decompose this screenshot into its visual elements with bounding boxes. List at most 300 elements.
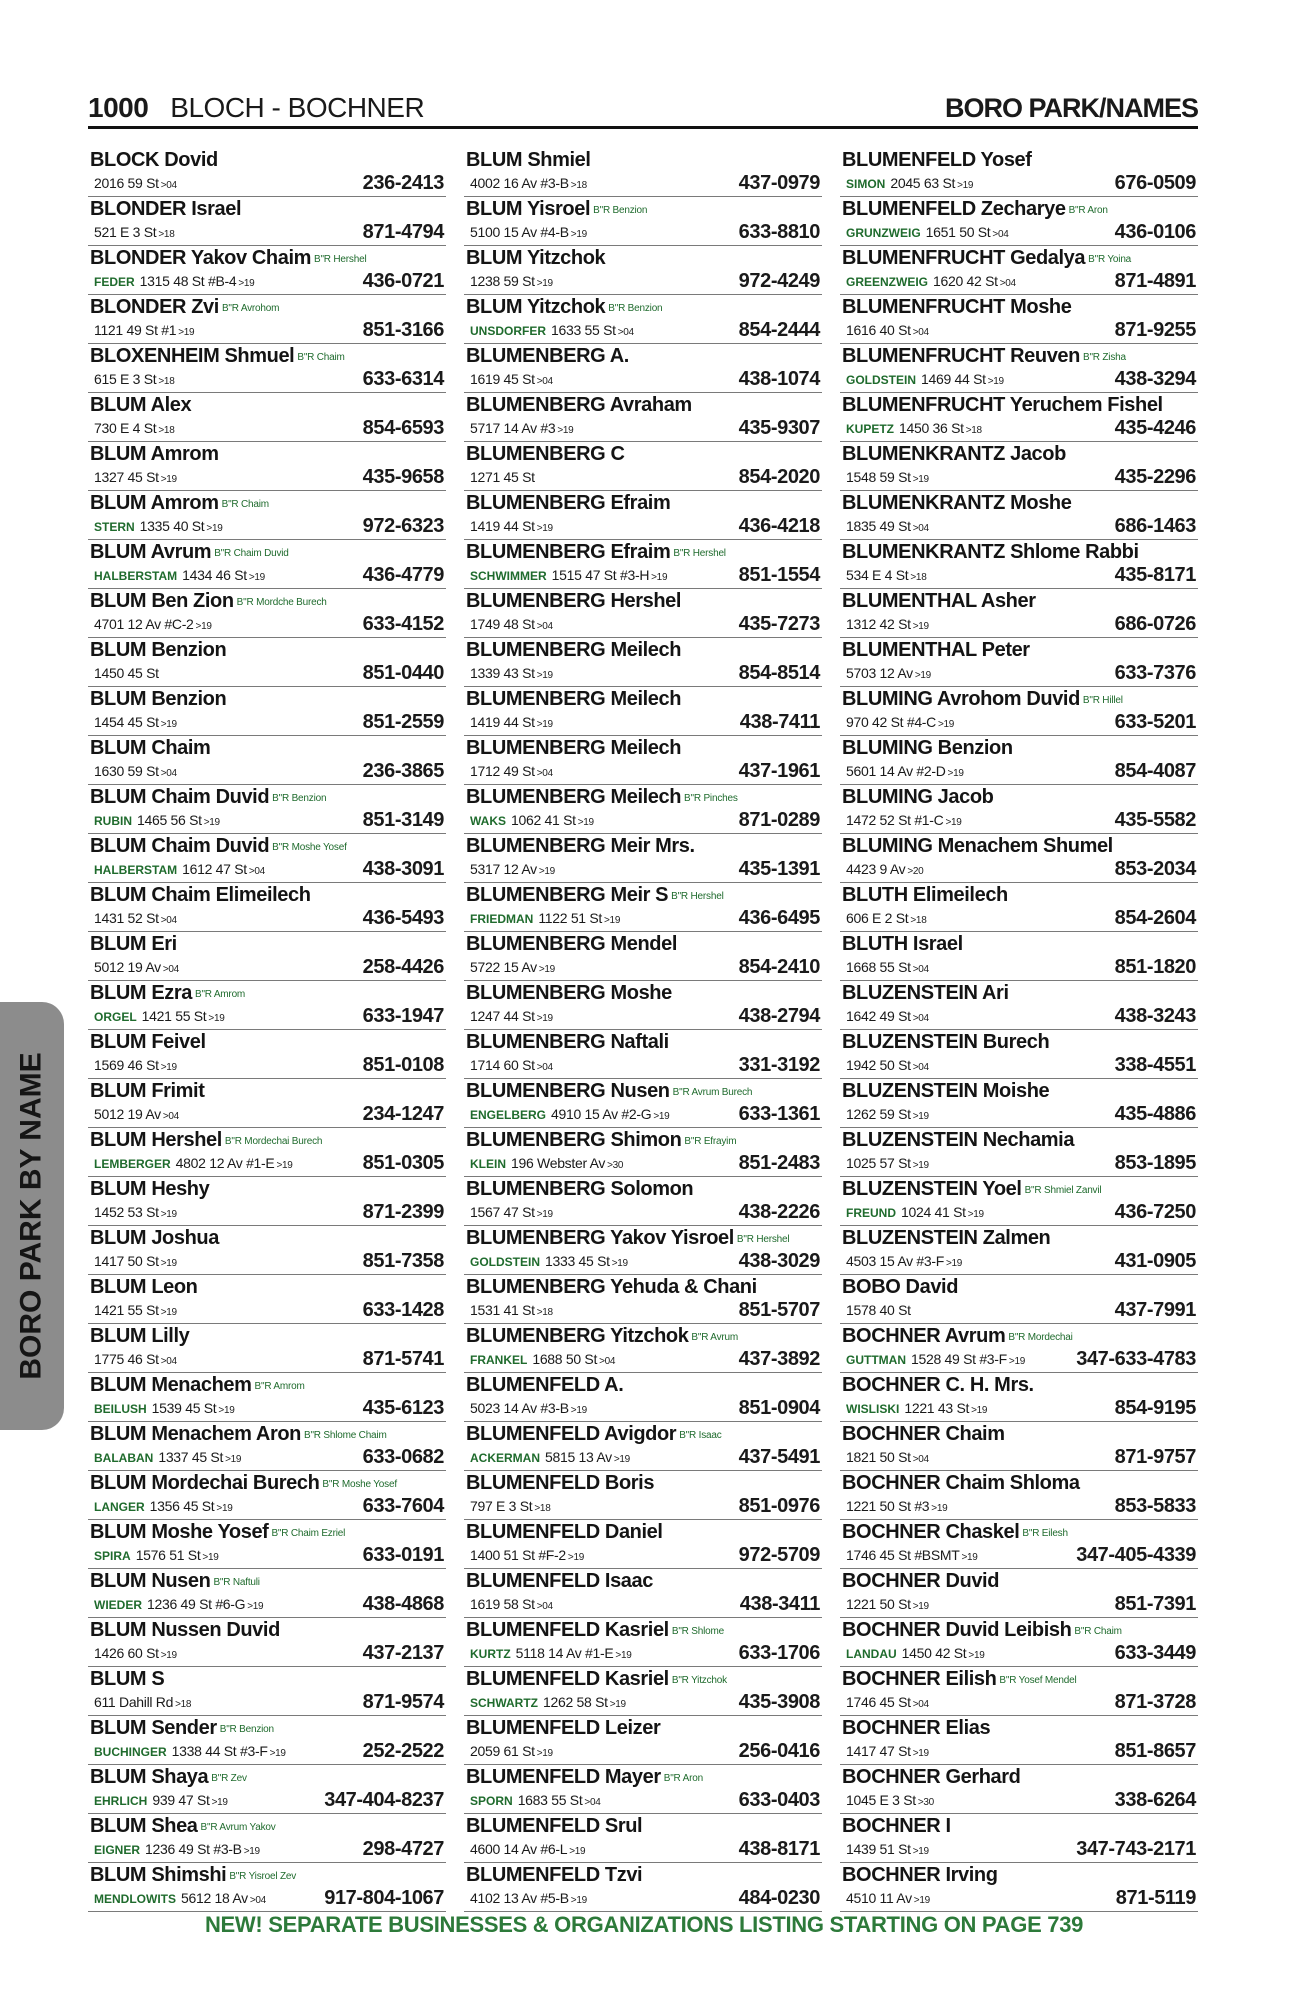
entry-name: BLUM Alex [90, 394, 192, 416]
entry-phone: 436-6495 [735, 907, 820, 929]
listing-entry [88, 1030, 446, 1079]
entry-name-line [90, 1716, 274, 1740]
entry-address: 1746 45 St [846, 1694, 911, 1710]
entry-phone: 633-8810 [735, 221, 820, 243]
entry-name-line [842, 1226, 1050, 1250]
entry-phone: 438-8171 [735, 1838, 820, 1860]
entry-address-line [94, 370, 174, 388]
entry-name: BLUMENBERG Meilech [466, 737, 682, 759]
entry-name-line [466, 1618, 724, 1642]
entry-zip-code: >19 [570, 1895, 587, 1906]
entry-name-line [842, 1324, 1073, 1348]
listing-entry [464, 1128, 822, 1177]
entry-patronymic: B"R Yoina [1088, 254, 1132, 265]
entry-zip-code: >04 [160, 180, 177, 191]
entry-phone: 853-2034 [1111, 858, 1196, 880]
entry-address-line [470, 174, 587, 192]
entry-address: 1688 50 St [532, 1351, 598, 1367]
entry-address: 4423 9 Av [846, 861, 906, 877]
listing-entry [464, 1618, 822, 1667]
entry-address: 611 Dahill Rd [94, 1694, 174, 1710]
entry-address: 1569 46 St [94, 1057, 159, 1073]
entry-address-line [470, 1154, 623, 1172]
entry-address: 1642 49 St [846, 1008, 911, 1024]
entry-address: 1400 51 St #F-2 [470, 1547, 566, 1563]
entry-patronymic: B"R Hershel [673, 548, 726, 559]
entry-name: BLUMENBERG Meilech [466, 639, 682, 661]
entry-phone: 633-0403 [735, 1789, 820, 1811]
entry-patronymic: B"R Benzion [593, 205, 648, 216]
listing-entry [464, 1030, 822, 1079]
entry-zip-code: >19 [912, 1160, 929, 1171]
entry-name-line [90, 589, 327, 613]
entry-phone: 298-4727 [359, 1838, 444, 1860]
entry-maiden-name: SCHWIMMER [470, 569, 547, 583]
entry-address: 1714 60 St [470, 1057, 535, 1073]
entry-address: 1236 49 St #3-B [145, 1841, 242, 1857]
entry-name-line [842, 1422, 1005, 1446]
listing-entry [88, 148, 446, 197]
entry-patronymic: B"R Benzion [608, 303, 663, 314]
entry-address: 5815 13 Av [545, 1449, 612, 1465]
entry-name: BLUMENBERG Meilech [466, 786, 682, 808]
entry-phone: 436-4779 [359, 564, 444, 586]
entry-maiden-name: WIEDER [94, 1598, 142, 1612]
entry-phone: 436-5493 [359, 907, 444, 929]
entry-patronymic: B"R Yisroel Zev [229, 1871, 297, 1882]
entry-patronymic: B"R Yitzchok [671, 1675, 727, 1686]
entry-phone: 438-7411 [736, 711, 820, 733]
entry-address-line [470, 517, 553, 535]
entry-address-line [94, 1742, 286, 1760]
entry-address-line [94, 1007, 224, 1025]
entry-name: BLUMENBERG Solomon [466, 1178, 694, 1200]
entry-address-line [846, 1105, 929, 1123]
entry-phone: 851-3166 [359, 319, 444, 341]
entry-phone: 851-0976 [735, 1495, 820, 1517]
entry-phone: 686-1463 [1111, 515, 1196, 537]
entry-address: 1419 44 St [470, 714, 535, 730]
entry-address-line [94, 517, 222, 535]
listing-entry [464, 1373, 822, 1422]
entry-address-line [846, 1791, 934, 1809]
listing-entry [840, 1226, 1198, 1275]
listing-entry [88, 442, 446, 491]
entry-name: BOCHNER Duvid Leibish [842, 1619, 1072, 1641]
entry-name-line [90, 197, 241, 221]
entry-name-line [466, 1520, 663, 1544]
entry-maiden-name: LANDAU [846, 1647, 897, 1661]
entry-zip-code: >19 [218, 1405, 235, 1416]
entry-patronymic: B"R Efrayim [684, 1136, 737, 1147]
entry-phone: 435-5582 [1111, 809, 1196, 831]
entry-zip-code: >04 [912, 964, 929, 975]
entry-zip-code: >19 [912, 1601, 929, 1612]
entry-name: BLUM Benzion [90, 688, 227, 710]
entry-name-line [466, 785, 738, 809]
entry-name: BLUMENFRUCHT Reuven [842, 345, 1080, 367]
entry-name-line [466, 491, 670, 515]
entry-name: BLUMING Jacob [842, 786, 994, 808]
entry-name: BLUMENFELD Kasriel [466, 1668, 669, 1690]
entry-zip-code: >30 [917, 1797, 934, 1808]
entry-name: BLONDER Zvi [90, 296, 219, 318]
entry-address: 1942 50 St [846, 1057, 911, 1073]
entry-address: 1417 47 St [846, 1743, 911, 1759]
entry-patronymic: B"R Aron [1068, 205, 1108, 216]
entry-phone: 435-2296 [1111, 466, 1196, 488]
entry-maiden-name: RUBIN [94, 814, 132, 828]
entry-zip-code: >19 [931, 1503, 948, 1514]
entry-patronymic: B"R Zev [211, 1773, 247, 1784]
entry-zip-code: >04 [912, 327, 929, 338]
entry-phone: 851-8657 [1111, 1740, 1196, 1762]
entry-zip-code: >19 [536, 1748, 553, 1759]
entry-phone: 854-2444 [735, 319, 820, 341]
entry-name-line [90, 1324, 189, 1348]
entry-name-line [466, 883, 724, 907]
entry-phone: 871-5119 [1112, 1887, 1196, 1909]
listing-entry [840, 246, 1198, 295]
entry-name: BLUM Chaim Duvid [90, 786, 270, 808]
listing-entry [88, 1814, 446, 1863]
entry-address: 1576 51 St [135, 1547, 201, 1563]
entry-address-line [846, 370, 1004, 388]
listing-entry [464, 1716, 822, 1765]
entry-zip-code: >19 [238, 278, 255, 289]
entry-zip-code: >18 [570, 180, 587, 191]
entry-zip-code: >19 [912, 1111, 929, 1122]
entry-phone: 437-2137 [359, 1642, 444, 1664]
entry-name-line [466, 981, 672, 1005]
listing-entry [464, 981, 822, 1030]
entry-patronymic: B"R Benzion [219, 1724, 274, 1735]
entry-name: BLUZENSTEIN Nechamia [842, 1129, 1075, 1151]
entry-address-line [846, 958, 929, 976]
entry-zip-code: >19 [912, 1846, 929, 1857]
entry-name-line [466, 295, 662, 319]
entry-address-line [94, 1448, 241, 1466]
entry-zip-code: >04 [160, 768, 177, 779]
entry-name: BLUM Sender [90, 1717, 217, 1739]
entry-address-line [94, 615, 212, 633]
entry-address-line [846, 321, 929, 339]
entry-address: 970 42 St #4-C [846, 714, 936, 730]
entry-maiden-name: FREUND [846, 1206, 896, 1220]
entry-phone: 633-1428 [359, 1299, 444, 1321]
listing-columns [88, 148, 1200, 1909]
entry-name: BLUMENBERG A. [466, 345, 629, 367]
entry-name-line [466, 148, 591, 172]
listing-entry [840, 883, 1198, 932]
entry-name-line [90, 932, 177, 956]
entry-address: 1426 60 St [94, 1645, 159, 1661]
entry-name: BLUMENFELD Kasriel [466, 1619, 669, 1641]
entry-name-line [90, 883, 311, 907]
entry-zip-code: >19 [195, 621, 212, 632]
entry-name-line [466, 1373, 623, 1397]
entry-zip-code: >19 [961, 1552, 978, 1563]
entry-patronymic: B"R Shlome Chaim [303, 1430, 387, 1441]
entry-phone: 252-2522 [359, 1740, 444, 1762]
entry-name-line [90, 344, 345, 368]
entry-zip-code: >19 [206, 523, 223, 534]
entry-zip-code: >04 [162, 964, 179, 975]
entry-name-line [90, 1765, 247, 1789]
entry-patronymic: B"R Mordechai Burech [224, 1136, 323, 1147]
entry-name-line [842, 491, 1071, 515]
entry-name: BLUTH Israel [842, 933, 963, 955]
entry-zip-code: >19 [202, 1552, 219, 1563]
listing-entry [840, 589, 1198, 638]
entry-patronymic: B"R Shlome [671, 1626, 724, 1637]
listing-entry [840, 1422, 1198, 1471]
entry-name-line [466, 1471, 654, 1495]
listing-entry [88, 246, 446, 295]
entry-phone: 851-3149 [359, 809, 444, 831]
footer-notice: NEW! SEPARATE BUSINESSES & ORGANIZATIONS LISTING STARTING ON PAGE 739 [204, 1912, 1084, 1937]
entry-phone: 431-0905 [1111, 1250, 1196, 1272]
entry-address: 4701 12 Av #C-2 [94, 616, 194, 632]
entry-name: BLONDER Israel [90, 198, 242, 220]
entry-address: 5317 12 Av [470, 861, 537, 877]
entry-address: 1821 50 St [846, 1449, 911, 1465]
entry-address-line [846, 566, 926, 584]
entry-address-line [94, 1497, 232, 1515]
entry-name: BLUMENBERG Efraim [466, 492, 671, 514]
entry-address: 1439 51 St [846, 1841, 911, 1857]
entry-phone: 435-8171 [1111, 564, 1196, 586]
entry-phone: 256-0416 [735, 1740, 820, 1762]
entry-address-line [94, 1105, 179, 1123]
listing-entry [840, 1030, 1198, 1079]
listing-entry [840, 1716, 1198, 1765]
entry-address-line [470, 272, 553, 290]
entry-name: BLUM Chaim Duvid [90, 835, 270, 857]
entry-zip-code: >04 [536, 1062, 553, 1073]
entry-name-line [466, 344, 629, 368]
listing-entry [88, 883, 446, 932]
entry-name-line [90, 1520, 345, 1544]
entry-zip-code: >04 [912, 1013, 929, 1024]
entry-address: 606 E 2 St [846, 910, 909, 926]
entry-address: 1338 44 St #3-F [171, 1743, 268, 1759]
entry-name-line [90, 981, 245, 1005]
side-tab [0, 1002, 64, 1430]
entry-name: BLUMENBERG C [466, 443, 625, 465]
entry-name: BLUMENFELD Zecharye [842, 198, 1066, 220]
entry-name-line [842, 1814, 951, 1838]
entry-zip-code: >19 [536, 523, 553, 534]
entry-name-line [90, 540, 289, 564]
entry-name-line [842, 1177, 1101, 1201]
entry-name: BOCHNER C. H. Mrs. [842, 1374, 1034, 1396]
entry-zip-code: >19 [946, 1258, 963, 1269]
entry-address: 2016 59 St [94, 175, 159, 191]
entry-name-line [90, 638, 226, 662]
entry-phone: 338-6264 [1111, 1789, 1196, 1811]
entry-name: BLUM Ben Zion [90, 590, 234, 612]
entry-address: 1434 46 St [182, 567, 247, 583]
listing-entry [88, 687, 446, 736]
entry-address: 4802 12 Av #1-E [175, 1155, 275, 1171]
entry-phone: 331-3192 [735, 1054, 820, 1076]
entry-name-line [466, 1177, 693, 1201]
entry-address-line [846, 174, 973, 192]
entry-phone: 633-1947 [359, 1005, 444, 1027]
entry-zip-code: >04 [536, 376, 553, 387]
listing-entry [464, 246, 822, 295]
entry-address-line [470, 1399, 587, 1417]
listing-entry [88, 1716, 446, 1765]
entry-patronymic: B"R Amrom [194, 989, 246, 1000]
entry-patronymic: B"R Amrom [254, 1381, 305, 1392]
entry-address-line [94, 174, 177, 192]
entry-phone: 851-1554 [735, 564, 820, 586]
entry-name-line [466, 1079, 752, 1103]
entry-phone: 347-404-8237 [320, 1789, 444, 1811]
entry-zip-code: >19 [912, 1748, 929, 1759]
entry-address: 1221 50 St #3 [846, 1498, 930, 1514]
entry-address: 5012 19 Av [94, 1106, 161, 1122]
listing-entry [464, 834, 822, 883]
listing-entry [88, 344, 446, 393]
listing-entry [464, 1569, 822, 1618]
entry-zip-code: >04 [912, 1062, 929, 1073]
entry-address: 1450 36 St [899, 420, 964, 436]
listing-entry [88, 932, 446, 981]
entry-phone: 871-5741 [359, 1348, 444, 1370]
entry-address: 1450 42 St [901, 1645, 967, 1661]
entry-address: 1567 47 St [470, 1204, 535, 1220]
entry-address: 1315 48 St #B-4 [139, 273, 237, 289]
listing-entry [840, 1814, 1198, 1863]
entry-address-line [470, 1840, 585, 1858]
entry-address-line [470, 1105, 669, 1123]
entry-address-line [470, 1595, 553, 1613]
entry-name-line [466, 589, 681, 613]
entry-name-line [90, 393, 191, 417]
entry-address: 1431 52 St [94, 910, 159, 926]
entry-phone: 853-5833 [1111, 1495, 1196, 1517]
entry-name-line [90, 1079, 204, 1103]
entry-name: BLUMENFRUCHT Moshe [842, 296, 1072, 318]
entry-name: BLUM Hershel [90, 1129, 222, 1151]
entry-phone: 686-0726 [1111, 613, 1196, 635]
entry-zip-code: >19 [945, 817, 962, 828]
entry-address: 1122 51 St [538, 910, 603, 926]
entry-zip-code: >19 [178, 327, 195, 338]
entry-zip-code: >19 [615, 1650, 632, 1661]
entry-address: 1548 59 St [846, 469, 911, 485]
entry-name: BOCHNER Avrum [842, 1325, 1006, 1347]
entry-zip-code: >19 [248, 572, 265, 583]
entry-name: BLUMENBERG Mendel [466, 933, 677, 955]
listing-entry [88, 638, 446, 687]
entry-phone: 438-3294 [1111, 368, 1196, 390]
listing-entry [88, 1324, 446, 1373]
entry-phone: 854-2604 [1111, 907, 1196, 929]
entry-phone: 484-0230 [735, 1887, 820, 1909]
entry-address-line [470, 468, 535, 486]
entry-name-line [842, 638, 1030, 662]
entry-maiden-name: GUTTMAN [846, 1353, 906, 1367]
listing-entry [840, 491, 1198, 540]
entry-address: 1578 40 St [846, 1302, 911, 1318]
entry-name: BLUMENBERG Naftali [466, 1031, 669, 1053]
entry-name: BLUM Nussen Duvid [90, 1619, 280, 1641]
entry-phone: 633-0191 [359, 1544, 444, 1566]
listing-entry [840, 148, 1198, 197]
entry-phone: 236-3865 [359, 760, 444, 782]
entry-name: BLUM Yitzchok [466, 296, 606, 318]
entry-address-line [94, 1154, 293, 1172]
listing-entry [464, 491, 822, 540]
listing-entry [840, 638, 1198, 687]
entry-name: BLUZENSTEIN Burech [842, 1031, 1050, 1053]
entry-maiden-name: BUCHINGER [94, 1745, 167, 1759]
entry-name-line [90, 148, 218, 172]
entry-name-line [842, 1079, 1049, 1103]
entry-maiden-name: EHRLICH [94, 1794, 148, 1808]
entry-phone: 435-1391 [735, 858, 820, 880]
entry-zip-code: >19 [160, 1258, 177, 1269]
entry-name-line [842, 1618, 1122, 1642]
entry-name-line [842, 344, 1126, 368]
listing-entry [88, 393, 446, 442]
entry-address-line [846, 1350, 1025, 1368]
entry-zip-code: >19 [536, 1209, 553, 1220]
entry-phone: 258-4426 [359, 956, 444, 978]
entry-address-line [470, 1252, 628, 1270]
entry-zip-code: >19 [247, 1601, 264, 1612]
entry-name-line [842, 1667, 1077, 1691]
entry-name-line [466, 1422, 722, 1446]
entry-name-line [466, 1765, 703, 1789]
entry-name: BLUM Yitzchok [466, 247, 606, 269]
entry-address-line [470, 1301, 553, 1319]
entry-address-line [470, 909, 620, 927]
entry-address: 1712 49 St [470, 763, 535, 779]
listing-entry [464, 197, 822, 246]
entry-address-line [846, 664, 931, 682]
entry-name: BOCHNER Elias [842, 1717, 991, 1739]
entry-zip-code: >19 [160, 1062, 177, 1073]
listing-entry [840, 344, 1198, 393]
entry-address: 4503 15 Av #3-F [846, 1253, 944, 1269]
entry-address-line [94, 664, 159, 682]
listing-entry [840, 1275, 1198, 1324]
entry-name: BLUM Moshe Yosef [90, 1521, 269, 1543]
entry-address: 1221 50 St [846, 1596, 911, 1612]
entry-zip-code: >04 [536, 768, 553, 779]
entry-zip-code: >19 [957, 180, 974, 191]
entry-phone: 851-0305 [359, 1152, 444, 1174]
entry-address: 5118 14 Av #1-E [515, 1645, 614, 1661]
entry-address: 1312 42 St [846, 616, 911, 632]
entry-address: 1515 47 St #3-H [551, 567, 650, 583]
entry-name-line [466, 1275, 757, 1299]
entry-patronymic: B"R Chaim [1074, 1626, 1122, 1637]
entry-address-line [846, 1497, 947, 1515]
listing-entry [840, 1520, 1198, 1569]
entry-phone: 871-3728 [1111, 1691, 1196, 1713]
listing-entry [88, 1618, 446, 1667]
entry-patronymic: B"R Hillel [1082, 695, 1123, 706]
entry-phone: 851-5707 [735, 1299, 820, 1321]
entry-name: BOCHNER Irving [842, 1864, 998, 1886]
section-title: BORO PARK/NAMES [944, 93, 1198, 123]
